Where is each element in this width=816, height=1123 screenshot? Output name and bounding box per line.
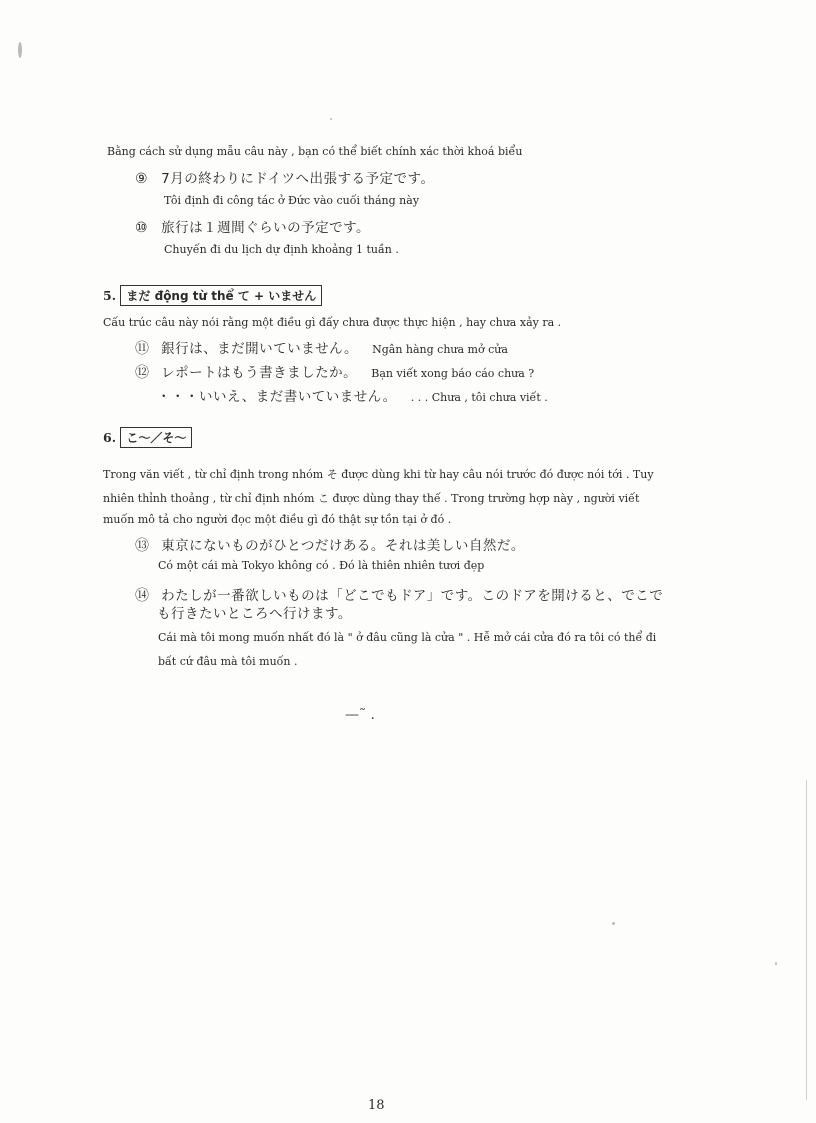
example-14-translation: Cái mà tôi mong muốn nhất đó là " ở đâu cũng là cửa " . Hễ mở cái cửa đó ra tôi có thể đi (158, 631, 657, 644)
example-13 (135, 534, 525, 555)
example-number: ⑨ (135, 171, 148, 187)
example-translation: Ngân hàng chưa mở cửa (372, 343, 508, 356)
page-number: 18 (368, 1098, 385, 1113)
scan-speck (18, 42, 22, 58)
example-number: ⑪ (135, 341, 149, 357)
example-number: ⑬ (135, 538, 149, 554)
scan-speck (330, 118, 332, 120)
example-japanese: も行きたいところへ行けます。 (157, 606, 352, 622)
section-6-paragraph-line: muốn mô tả cho người đọc một điều gì đó thật sự tồn tại ở đó . (103, 513, 452, 526)
example-9-translation: Tôi định đi công tác ở Đức vào cuối tháng này (164, 194, 420, 207)
example-number: ⑭ (135, 588, 149, 604)
section-5-heading (103, 285, 322, 306)
intro-text: Bằng cách sử dụng mẫu câu này , bạn có thể biết chính xác thời khoá biểu (107, 145, 523, 158)
section-6-paragraph-line: nhiên thỉnh thoảng , từ chỉ định nhóm こ được dùng thay thế . Trong trường hợp này , người viết (103, 492, 640, 505)
example-11 (135, 337, 508, 358)
example-japanese: 7月の終わりにドイツへ出張する予定です。 (161, 171, 435, 187)
example-9 (135, 167, 434, 187)
example-10-translation: Chuyến đi du lịch dự định khoảng 1 tuần . (164, 243, 399, 256)
example-13-translation: Có một cái mà Tokyo không có . Đó là thiên nhiên tươi đẹp (158, 559, 485, 572)
example-translation: Bạn viết xong báo cáo chưa ? (371, 367, 535, 380)
example-japanese: レポートはもう書きましたか。 (161, 365, 358, 381)
example-number: ⑫ (135, 365, 149, 381)
section-5-description: Cấu trúc câu này nói rằng một điều gì đấy chưa được thực hiện , hay chưa xảy ra . (103, 316, 562, 329)
section-6-title: こ～／そ～ (120, 427, 192, 448)
scan-speck (612, 922, 615, 925)
footer-mark: —˜ . (345, 707, 375, 723)
example-japanese: わたしが一番欲しいものは「どこでもドア」です。このドアを開けると、でこで (161, 588, 664, 604)
scan-edge-line (806, 780, 807, 1100)
section-number: 5. (103, 288, 117, 303)
answer-japanese: ・・・いいえ、まだ書いていません。 (157, 389, 397, 405)
answer-translation: . . . Chưa , tôi chưa viết . (410, 391, 548, 404)
example-japanese: 銀行は、まだ開いていません。 (161, 341, 358, 357)
section-6-paragraph-line: Trong văn viết , từ chỉ định trong nhóm そ được dùng khi từ hay câu nói trước đó được nói tới . Tuy (103, 468, 654, 481)
section-number: 6. (103, 430, 117, 445)
example-12 (135, 361, 534, 382)
example-japanese: 旅行は１週間ぐらいの予定です。 (161, 220, 371, 236)
example-14-translation-continued: bất cứ đâu mà tôi muốn . (158, 655, 298, 668)
example-number: ⑩ (135, 220, 148, 236)
example-10 (135, 216, 370, 236)
section-5-title: まだ động từ thể て + いません (120, 285, 322, 306)
example-japanese: 東京にないものがひとつだけある。それは美しい自然だ。 (161, 538, 525, 554)
scan-speck (775, 962, 777, 965)
example-12-answer (157, 385, 548, 405)
section-6-heading (103, 427, 192, 448)
example-14-continued (157, 602, 352, 622)
